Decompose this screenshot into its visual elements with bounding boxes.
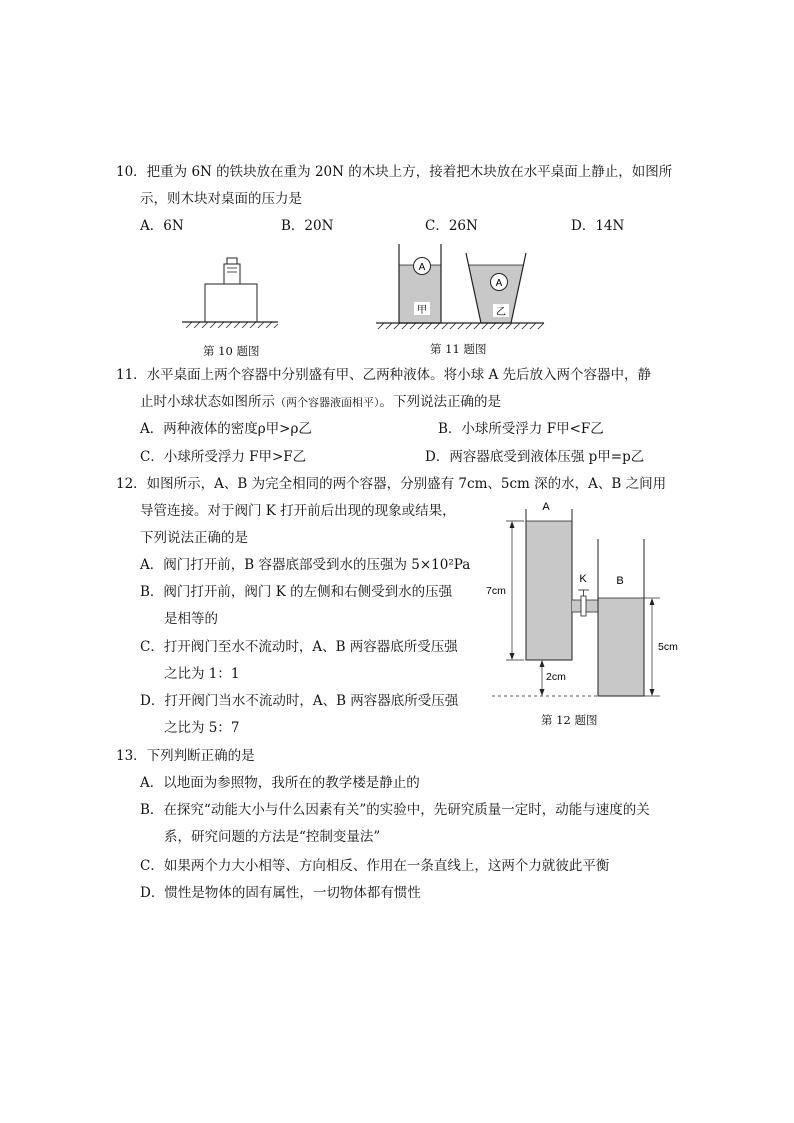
q12-option-c-line1: C．打开阀门至水不流动时，A、B 两容器底所受压强 — [140, 639, 458, 655]
q11-figure — [372, 240, 548, 334]
q11-ball-label-jia: A — [418, 262, 426, 273]
q12-water-a — [526, 521, 572, 660]
q12-label-k: K — [579, 573, 587, 585]
q13-option-d: D．惯性是物体的固有属性，一切物体都有惯性 — [140, 885, 421, 901]
q10-wood-block — [205, 284, 257, 322]
q11-label-jia: 甲 — [417, 305, 427, 316]
q12-dim-7cm: 7cm — [486, 585, 506, 597]
q11-stem-line1: 11．水平桌面上两个容器中分别盛有甲、乙两种液体。将小球 A 先后放入两个容器中，静 — [116, 367, 652, 383]
q13-option-b-line1: B．在探究“动能大小与什么因素有关”的实验中，先研究质量一定时，动能与速度的关 — [140, 802, 650, 818]
q10-figure — [180, 252, 280, 332]
q12-stem-line1: 12．如图所示，A、B 为完全相同的两个容器，分别盛有 7cm、5cm 深的水，A、B 之间用 — [116, 476, 667, 492]
q11-stem-line2: 止时小球状态如图所示（两个容器液面相平）。下列说法正确的是 — [140, 394, 501, 410]
q12-stem-line3: 下列说法正确的是 — [140, 530, 248, 546]
q11-option-a: A．两种液体的密度ρ甲>ρ乙 — [140, 421, 312, 437]
q12-option-d-line1: D．打开阀门当水不流动时，A、B 两容器底所受压强 — [140, 693, 459, 709]
q12-figure — [478, 496, 688, 704]
q12-figure-caption: 第 12 题图 — [541, 713, 598, 727]
q10-option-a: A．6N — [140, 218, 184, 234]
q12-option-b-line2: 是相等的 — [164, 611, 218, 627]
q11-label-yi: 乙 — [496, 307, 506, 318]
q12-option-d-line2: 之比为 5：7 — [164, 720, 240, 736]
q11-option-b: B．小球所受浮力 F甲<F乙 — [438, 421, 604, 437]
q12-option-c-line2: 之比为 1：1 — [164, 666, 240, 682]
q13-stem: 13．下列判断正确的是 — [116, 748, 255, 764]
q12-valve-k — [581, 596, 586, 616]
q12-label-a: A — [542, 501, 550, 513]
q12-option-a: A．阀门打开前，B 容器底部受到水的压强为 5×10²Pa — [140, 557, 471, 573]
q13-option-b-line2: 系，研究问题的方法是“控制变量法” — [164, 829, 381, 845]
q10-stem-line2: 示，则木块对桌面的压力是 — [140, 191, 302, 207]
q13-option-a: A．以地面为参照物，我所在的教学楼是静止的 — [140, 775, 420, 791]
q11-option-c: C．小球所受浮力 F甲>F乙 — [140, 449, 307, 465]
q10-option-c: C．26N — [425, 218, 478, 234]
q10-stem-line1: 10．把重为 6N 的铁块放在重为 20N 的木块上方，接着把木块放在水平桌面上静止，如图所 — [116, 164, 673, 180]
q10-option-b: B．20N — [281, 218, 334, 234]
q11-figure-caption: 第 11 题图 — [430, 342, 487, 356]
q10-iron-block — [224, 264, 240, 284]
q12-dim-5cm: 5cm — [658, 641, 678, 653]
q12-label-b: B — [616, 575, 624, 587]
q12-option-b-line1: B．阀门打开前，阀门 K 的左侧和右侧受到水的压强 — [140, 584, 453, 600]
q11-option-d: D．两容器底受到液体压强 p甲=p乙 — [425, 449, 645, 465]
q10-figure-caption: 第 10 题图 — [203, 344, 260, 358]
q11-ball-label-yi: A — [495, 278, 503, 289]
q12-dim-2cm: 2cm — [546, 671, 566, 683]
q12-water-b — [598, 598, 644, 696]
q10-option-d: D．14N — [571, 218, 625, 234]
q12-stem-line2: 导管连接。对于阀门 K 打开前后出现的现象或结果， — [140, 503, 456, 519]
q13-option-c: C．如果两个力大小相等、方向相反、作用在一条直线上，这两个力就彼此平衡 — [140, 858, 610, 874]
